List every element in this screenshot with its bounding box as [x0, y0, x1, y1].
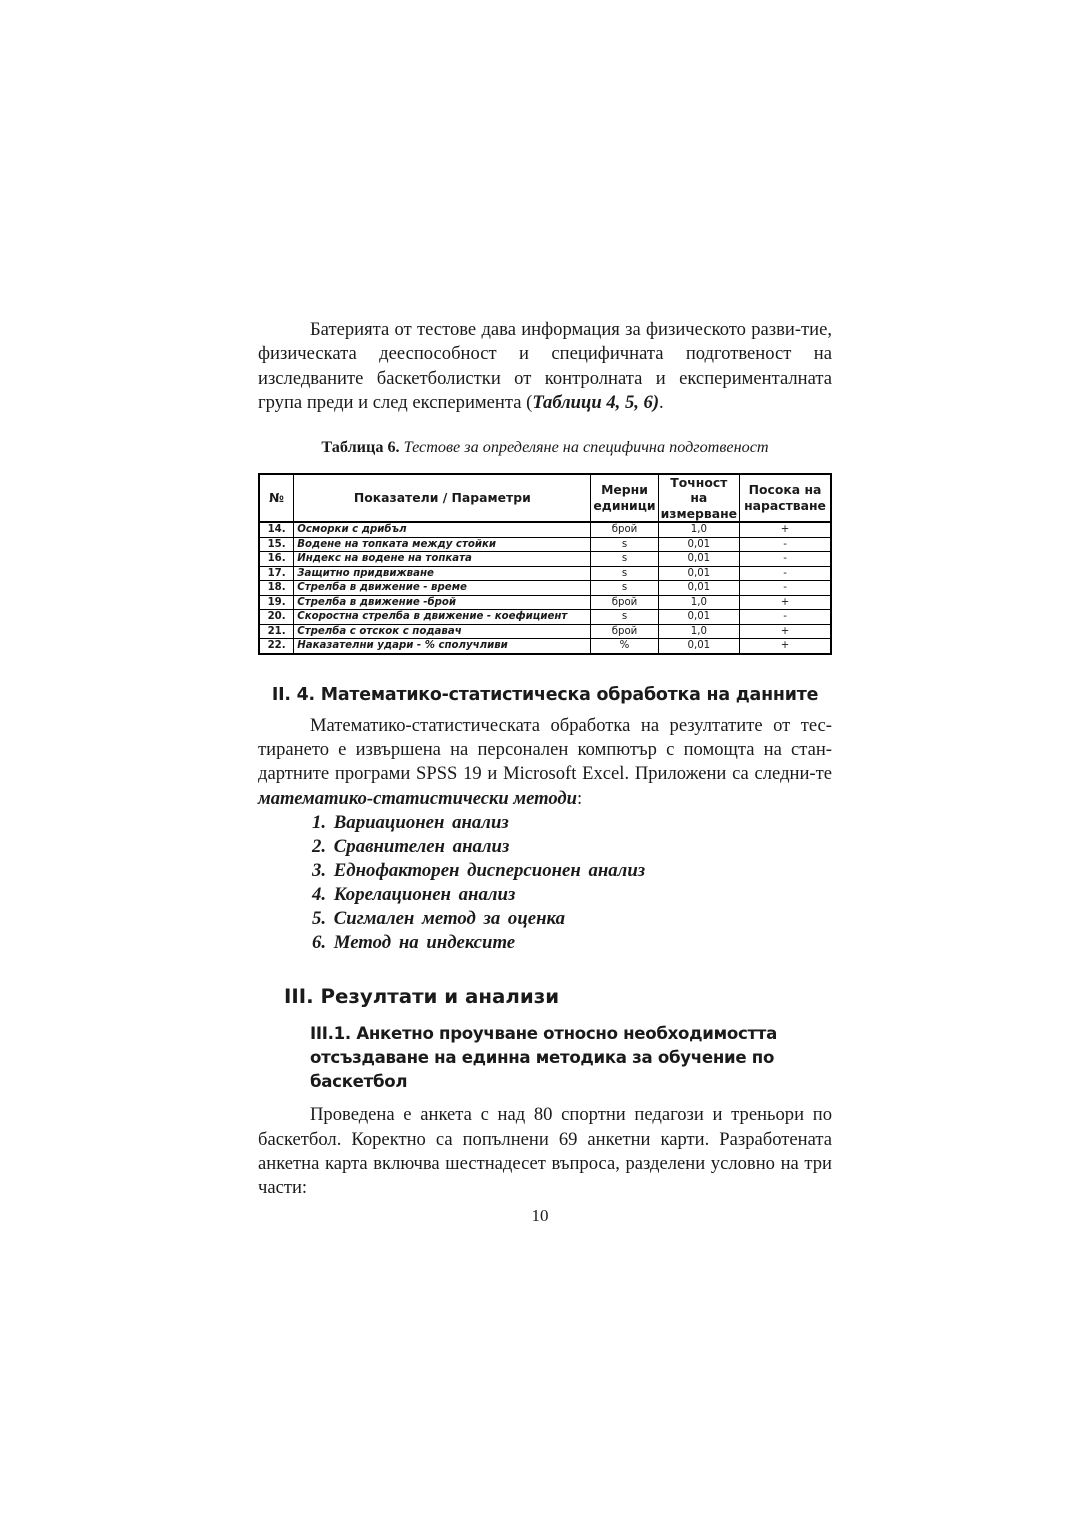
row-unit: s: [591, 581, 658, 596]
row-unit: брой: [591, 595, 658, 610]
row-no: 21.: [259, 624, 294, 639]
subsection-heading-3-1: [310, 1022, 832, 1094]
row-direction: -: [740, 581, 831, 596]
table-row: [259, 610, 831, 625]
table-row: [259, 639, 831, 654]
table-row: [259, 595, 831, 610]
list-item: 3. Еднофакторен дисперсионен анализ: [312, 860, 646, 882]
row-direction: +: [740, 522, 831, 537]
header-direction: Посока на нарастване: [740, 474, 831, 523]
row-indicator: Наказателни удари - % сполучливи: [294, 639, 591, 654]
row-unit: s: [591, 566, 658, 581]
row-accuracy: 0,01: [658, 581, 739, 596]
row-accuracy: 0,01: [658, 639, 739, 654]
row-indicator: Скоростна стрелба в движение - коефициент: [294, 610, 591, 625]
methods-emphasis: математико-статистически методи: [258, 787, 577, 809]
list-item: 2. Сравнителен анализ: [312, 836, 510, 858]
row-unit: s: [591, 537, 658, 552]
row-no: 15.: [259, 537, 294, 552]
table-header-row: [259, 474, 831, 523]
intro-paragraph: [258, 318, 832, 416]
header-no: №: [259, 474, 294, 523]
row-indicator: Стрелба в движение -брой: [294, 595, 591, 610]
row-indicator: Стрелба в движение - време: [294, 581, 591, 596]
table-row: [259, 537, 831, 552]
row-direction: -: [740, 537, 831, 552]
row-direction: -: [740, 566, 831, 581]
row-indicator: Осморки с дрибъл: [294, 522, 591, 537]
row-unit: s: [591, 552, 658, 567]
table-row: [259, 581, 831, 596]
table-caption-label: Таблица 6.: [321, 437, 400, 456]
row-accuracy: 1,0: [658, 595, 739, 610]
page-number: 10: [531, 1206, 549, 1225]
chapter-heading-3: III. Резултати и анализи: [284, 985, 560, 1009]
row-no: 18.: [259, 581, 294, 596]
list-item: 1. Вариационен анализ: [312, 812, 509, 834]
header-indicators: Показатели / Параметри: [294, 474, 591, 523]
row-indicator: Стрелба с отскок с подавач: [294, 624, 591, 639]
survey-paragraph: Проведена е анкета с над 80 спортни педагози и треньори по баскетбол. Коректно са попълнени 69 анкетни карти. Разработената анкетна карта включва шестнадесет въпроса, разделени условно на три части:: [258, 1104, 832, 1199]
page-content: [258, 318, 832, 1201]
row-accuracy: 1,0: [658, 624, 739, 639]
methods-paragraph: [258, 714, 832, 812]
row-direction: +: [740, 624, 831, 639]
table-row: [259, 566, 831, 581]
row-accuracy: 0,01: [658, 610, 739, 625]
row-accuracy: 0,01: [658, 552, 739, 567]
row-no: 22.: [259, 639, 294, 654]
methods-colon: :: [576, 787, 583, 809]
row-direction: +: [740, 639, 831, 654]
row-direction: -: [740, 552, 831, 567]
specific-preparation-table: [258, 473, 832, 655]
table-row: [259, 624, 831, 639]
row-no: 20.: [259, 610, 294, 625]
row-accuracy: 0,01: [658, 537, 739, 552]
row-accuracy: 0,01: [658, 566, 739, 581]
table-caption: [258, 438, 832, 457]
intro-end: .: [659, 392, 664, 414]
table-reference: Таблици 4, 5, 6): [532, 392, 660, 414]
table-row: [259, 552, 831, 567]
row-no: 16.: [259, 552, 294, 567]
intro-text: Батерията от тестове дава информация за физическото разви-тие, физическата дееспособност и специфичната подготвеност на изследваните баскетболистки от контролната и експерименталната група преди и след експеримента (: [258, 319, 832, 414]
row-unit: брой: [591, 522, 658, 537]
row-no: 19.: [259, 595, 294, 610]
methods-list: [258, 811, 832, 955]
methods-paragraph-text: Математико-статистическата обработка на резултатите от тес-тирането е извършена на персонален компютър с помощта на стан-дартните програми SPSS 19 и Microsoft Excel. Приложени са следни-те: [258, 714, 832, 785]
list-item: 5. Сигмален метод за оценка: [312, 908, 565, 930]
table-row: [259, 522, 831, 537]
header-accuracy: Точност на измерване: [658, 474, 739, 523]
section-heading-2-4: II. 4. Математико-статистическа обработка на данните: [271, 684, 819, 705]
row-unit: брой: [591, 624, 658, 639]
list-item: 6. Метод на индексите: [312, 932, 516, 954]
row-indicator: Защитно придвижване: [294, 566, 591, 581]
subsection-heading-line-1: III.1. Анкетно проучване относно необходимостта: [310, 1024, 778, 1044]
row-direction: -: [740, 610, 831, 625]
row-accuracy: 1,0: [658, 522, 739, 537]
row-indicator: Индекс на водене на топката: [294, 552, 591, 567]
table-caption-title: Тестове за определяне на специфична подготвеност: [403, 437, 769, 456]
row-unit: %: [591, 639, 658, 654]
list-item: 4. Корелационен анализ: [312, 884, 516, 906]
header-units: Мерни единици: [591, 474, 658, 523]
row-unit: s: [591, 610, 658, 625]
row-no: 17.: [259, 566, 294, 581]
row-direction: +: [740, 595, 831, 610]
subsection-heading-line-2: отсъздаване на единна методика за обучение по баскетбол: [310, 1048, 775, 1092]
row-no: 14.: [259, 522, 294, 537]
row-indicator: Водене на топката между стойки: [294, 537, 591, 552]
